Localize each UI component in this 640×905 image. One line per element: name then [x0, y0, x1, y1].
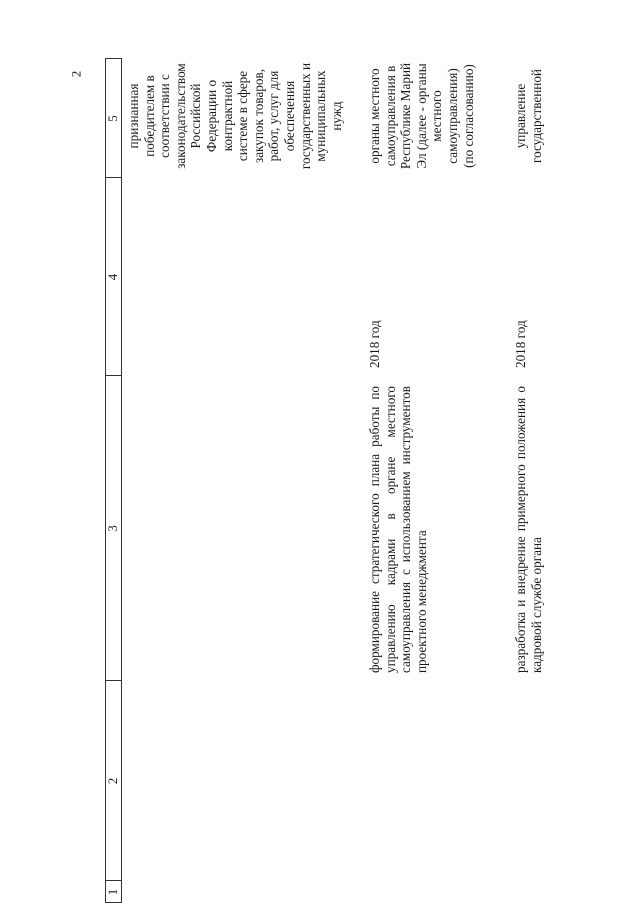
- header-bottom-line: [121, 58, 122, 903]
- row2-deadline: 2018 год: [367, 320, 382, 368]
- row2-activity: формирование стратегического плана работы по управлению кадрами в органе местного самоуправления с использованием инструментов проектного менеджмента: [367, 386, 429, 673]
- row3-deadline: 2018 год: [513, 320, 528, 368]
- page-number: 2: [68, 70, 84, 78]
- rotated-table: [105, 58, 625, 903]
- header-col-2: 2: [105, 777, 120, 785]
- header-col-4: 4: [105, 273, 120, 281]
- row1-responsible: признанная победителем в соответствии с законодательством Российской Федерации о контрактной системе в сфере закупок товаров, работ, услуг для обеспечения государственных и муниципальных нужд: [126, 62, 344, 170]
- header-col-3: 3: [105, 525, 120, 532]
- row3-activity: разработка и внедрение примерного положения о кадровой службе органа: [513, 386, 544, 673]
- row3-responsible: управление государственной: [513, 69, 544, 163]
- header-col-5: 5: [105, 115, 120, 122]
- row2-responsible: органы местного самоуправления в Республике Марий Эл (далее - органы местного самоуправления) (по согласованию): [367, 62, 476, 170]
- header-col-1: 1: [105, 888, 120, 896]
